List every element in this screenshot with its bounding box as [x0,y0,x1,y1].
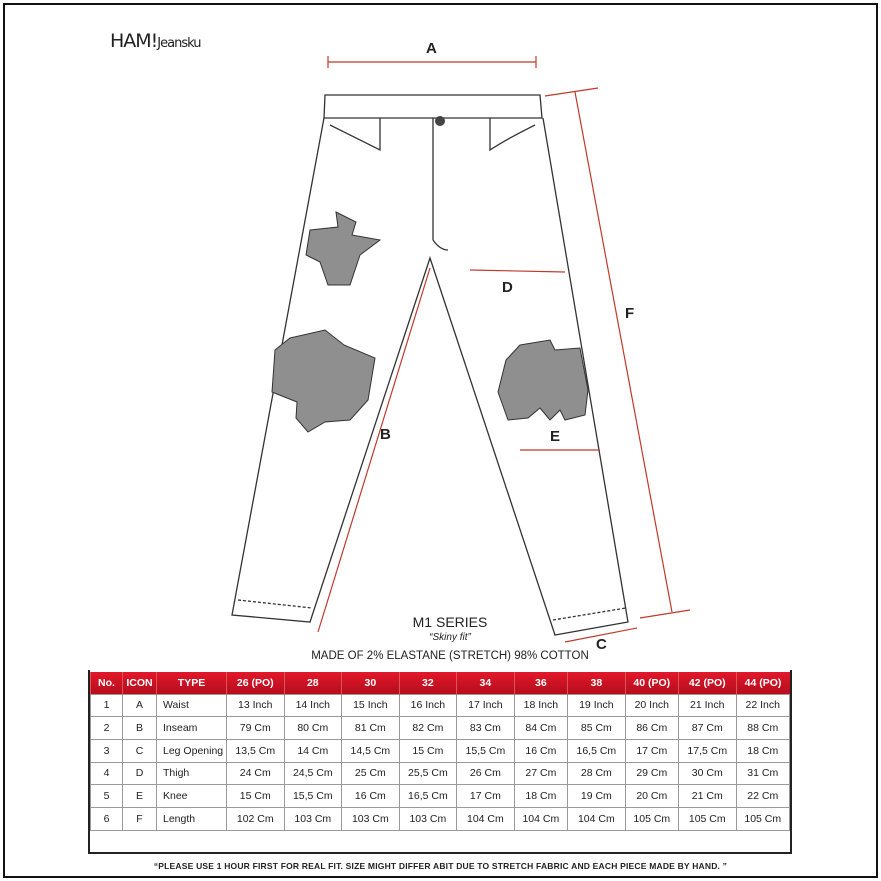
table-cell: 31 Cm [736,762,789,785]
table-cell: C [123,739,157,762]
column-header: 36 [514,672,567,694]
table-cell: Leg Opening [157,739,227,762]
column-header: 44 (PO) [736,672,789,694]
table-row [91,785,790,808]
table-cell: 82 Cm [399,717,457,740]
table-cell: 105 Cm [625,807,678,830]
label-f: F [625,305,635,322]
table-cell: 79 Cm [227,717,285,740]
table-cell: 19 Cm [568,785,626,808]
table-cell: 20 Cm [625,785,678,808]
table-cell: 2 [91,717,123,740]
column-header: No. [91,672,123,694]
table-cell: 80 Cm [284,717,342,740]
table-cell: 104 Cm [514,807,567,830]
table-cell: A [123,694,157,717]
size-table [90,672,790,831]
table-cell: 103 Cm [342,807,400,830]
column-header: 26 (PO) [227,672,285,694]
table-cell: 26 Cm [457,762,515,785]
table-cell: 18 Cm [736,739,789,762]
table-cell: 28 Cm [568,762,626,785]
table-cell: 22 Cm [736,785,789,808]
series-title: M1 SERIES [412,614,488,630]
table-cell: 24,5 Cm [284,762,342,785]
table-cell: 103 Cm [399,807,457,830]
table-cell: 104 Cm [568,807,626,830]
table-cell: 16 Cm [514,739,567,762]
label-a: A [426,40,437,57]
table-cell: 15 Inch [342,694,400,717]
label-c: C [596,636,607,653]
column-header: 28 [284,672,342,694]
table-cell: Waist [157,694,227,717]
table-cell: 25,5 Cm [399,762,457,785]
table-cell: 17,5 Cm [679,739,737,762]
table-cell: 14 Inch [284,694,342,717]
column-header: 32 [399,672,457,694]
column-header: 38 [568,672,626,694]
table-cell: Knee [157,785,227,808]
button-icon [435,116,445,126]
patches [272,212,588,432]
column-header: 40 (PO) [625,672,678,694]
table-cell: 83 Cm [457,717,515,740]
table-cell: 21 Cm [679,785,737,808]
table-cell: 102 Cm [227,807,285,830]
table-cell: 29 Cm [625,762,678,785]
column-header: TYPE [157,672,227,694]
table-cell: 13,5 Cm [227,739,285,762]
table-cell: 84 Cm [514,717,567,740]
table-cell: 6 [91,807,123,830]
table-cell: 13 Inch [227,694,285,717]
table-cell: 4 [91,762,123,785]
table-row [91,762,790,785]
table-cell: E [123,785,157,808]
table-cell: 16,5 Cm [568,739,626,762]
table-cell: 3 [91,739,123,762]
table-cell: 24 Cm [227,762,285,785]
column-header: 34 [457,672,515,694]
table-row [91,694,790,717]
table-cell: D [123,762,157,785]
label-e: E [550,428,561,445]
table-cell: 86 Cm [625,717,678,740]
table-cell: 17 Cm [457,785,515,808]
table-row [91,807,790,830]
table-cell: 85 Cm [568,717,626,740]
material-text: MADE OF 2% ELASTANE (STRETCH) 98% COTTON [311,650,589,662]
table-cell: 105 Cm [736,807,789,830]
table-cell: 15,5 Cm [457,739,515,762]
table-cell: 15 Cm [399,739,457,762]
table-cell: 105 Cm [679,807,737,830]
table-cell: 17 Cm [625,739,678,762]
label-d: D [502,279,513,296]
table-cell: 15 Cm [227,785,285,808]
column-header: 42 (PO) [679,672,737,694]
table-cell: 14 Cm [284,739,342,762]
table-cell: 16,5 Cm [399,785,457,808]
fit-label: “Skiny fit” [429,632,471,643]
table-cell: 17 Inch [457,694,515,717]
table-cell: 103 Cm [284,807,342,830]
table-cell: 15,5 Cm [284,785,342,808]
table-cell: 14,5 Cm [342,739,400,762]
table-cell: 20 Inch [625,694,678,717]
table-cell: Inseam [157,717,227,740]
label-b: B [380,426,391,443]
table-cell: 81 Cm [342,717,400,740]
footer-note: “PLEASE USE 1 HOUR FIRST FOR REAL FIT. SIZE MIGHT DIFFER ABIT DUE TO STRETCH FABRIC AND EACH PIECE MADE BY HAND. ” [153,861,728,871]
table-cell: 19 Inch [568,694,626,717]
table-cell: F [123,807,157,830]
table-cell: 88 Cm [736,717,789,740]
table-cell: 18 Inch [514,694,567,717]
table-cell: 104 Cm [457,807,515,830]
table-cell: 87 Cm [679,717,737,740]
table-row [91,739,790,762]
column-header: 30 [342,672,400,694]
table-row [91,717,790,740]
table-cell: 18 Cm [514,785,567,808]
table-cell: Thigh [157,762,227,785]
table-cell: B [123,717,157,740]
dimension-lines [318,56,690,642]
table-cell: 5 [91,785,123,808]
table-cell: 16 Inch [399,694,457,717]
brand-logo: HAM!Jeansku [110,30,201,52]
table-cell: 30 Cm [679,762,737,785]
table-cell: 21 Inch [679,694,737,717]
table-cell: 25 Cm [342,762,400,785]
table-cell: 27 Cm [514,762,567,785]
table-cell: Length [157,807,227,830]
column-header: ICON [123,672,157,694]
table-cell: 1 [91,694,123,717]
table-cell: 16 Cm [342,785,400,808]
table-cell: 22 Inch [736,694,789,717]
